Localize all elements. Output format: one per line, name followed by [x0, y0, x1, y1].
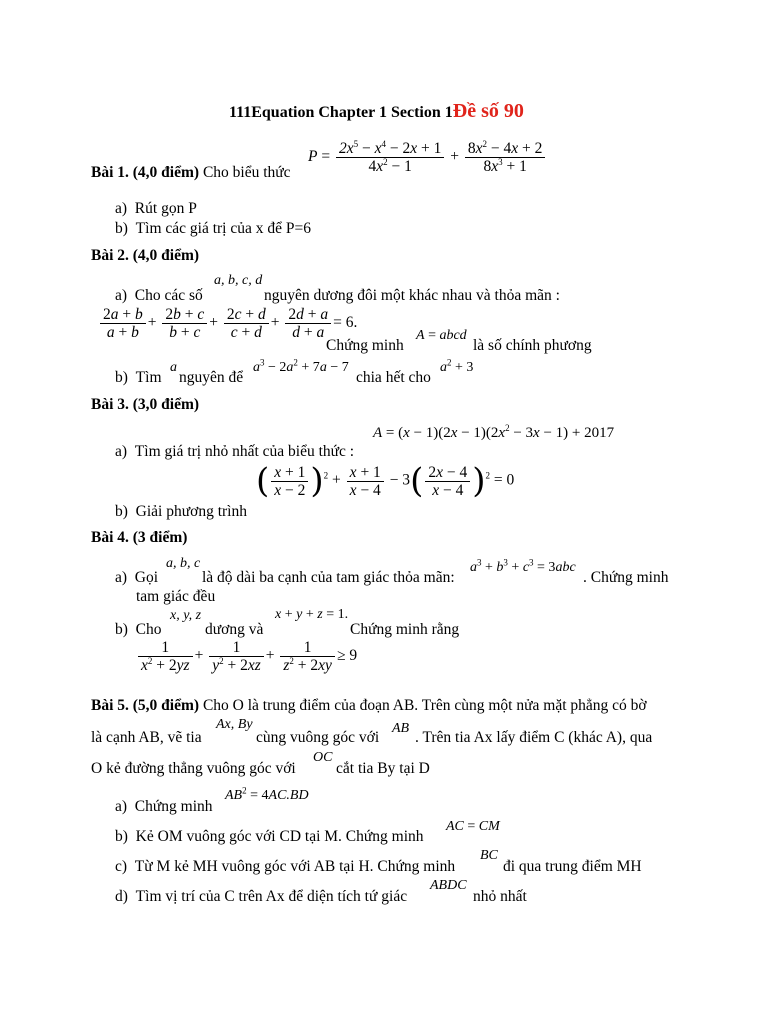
b5-line1-text: Cho O là trung điểm của đoạn AB. Trên cùng một nửa mặt phẳng có bờ — [202, 697, 647, 714]
b4-a — [115, 569, 158, 587]
b5-line3b: cắt tia By tại D — [336, 760, 430, 777]
b3-a — [115, 443, 354, 461]
title-highlight: Đề số 90 — [452, 100, 524, 122]
b4-a-text2: là độ dài ba cạnh của tam giác thỏa mãn: — [202, 569, 455, 586]
b5-b-marker: b) — [115, 828, 128, 845]
b5-a — [115, 798, 213, 816]
b2-a-text4: là số chính phương — [473, 337, 592, 354]
b5-line1 — [91, 697, 647, 715]
b5-line2-var1: Ax, By — [216, 717, 253, 732]
b1-a-marker: a) — [115, 200, 128, 217]
b5-c-text2: đi qua trung điểm MH — [503, 858, 642, 875]
b3-b-marker: b) — [115, 503, 128, 520]
b4-a-marker: a) — [115, 569, 128, 586]
b5-c-text1: Từ M kẻ MH vuông góc với AB tại H. Chứng minh — [134, 858, 456, 875]
b1-text: Cho biểu thức — [202, 164, 291, 181]
b5-heading: Bài 5. (5,0 điểm) — [91, 697, 200, 714]
b4-b-text2: dương và — [205, 621, 264, 638]
b5-d — [115, 888, 407, 906]
b4-b-text1: Cho — [135, 621, 162, 638]
b4-a-text3: . Chứng minh — [583, 569, 669, 586]
b2-b-marker: b) — [115, 369, 128, 386]
b5-c-marker: c) — [115, 858, 128, 875]
b1-a — [115, 200, 197, 218]
b3-heading: Bài 3. (3,0 điểm) — [91, 396, 200, 413]
b5-line2a: là cạnh AB, vẽ tia — [91, 729, 202, 746]
b2-heading: Bài 2. (4,0 điểm) — [91, 247, 200, 264]
b3-b — [115, 503, 247, 521]
b4-heading: Bài 4. (3 điểm) — [91, 529, 188, 546]
b3-a-marker: a) — [115, 443, 128, 460]
title-prefix: 111Equation Chapter 1 Section 1 — [229, 104, 453, 121]
b1-b-text: Tìm các giá trị của x để P=6 — [135, 220, 311, 237]
b4-formula-abc: $a^3 + b^3 + c^3 = 3abc$ — [470, 557, 576, 575]
b5-c — [115, 858, 455, 876]
b2-b-var: a — [170, 360, 177, 375]
b5-line3-var: OC — [313, 750, 333, 765]
b4-b-vars: x, y, z — [170, 608, 202, 623]
b3-b-text: Giải phương trình — [135, 503, 247, 520]
b5-formula-a: $AB^2 = 4AC.BD$ — [225, 785, 309, 803]
b5-line2b: cùng vuông góc với — [256, 729, 380, 746]
b2-b-text1: Tìm — [135, 369, 162, 386]
b4-b-marker: b) — [115, 621, 128, 638]
b5-a-text: Chứng minh — [134, 798, 213, 815]
b5-d-var: ABDC — [430, 878, 467, 893]
b1-formula: P = $\frac{2x^5 - x^4 - 2x + 1}{4x^2 - 1}$ + $\frac{8x^2 - 4x + 2}{8x^3 + 1}$ — [308, 140, 547, 175]
b2-a-marker: a) — [115, 287, 128, 304]
b2-a-text2: nguyên dương đôi một khác nhau và thỏa mãn : — [264, 287, 560, 304]
b1-line — [91, 164, 291, 182]
b2-formula-a: A = abcd — [416, 328, 467, 343]
b4-a-text4: tam giác đều — [136, 588, 216, 605]
b5-c-var: BC — [480, 848, 498, 863]
b2-a — [115, 287, 203, 305]
b4-formula-ineq: $\frac{1}{x^2 + 2yz}$ + $\frac{1}{y^2 + 2xz}$ + $\frac{1}{z^2 + 2xy}$ ≥ 9 — [136, 639, 357, 674]
b1-frac-1: $\frac{2x^5 - x^4 - 2x + 1}{4x^2 - 1}$ — [336, 140, 444, 175]
b5-d-text1: Tìm vị trí của C trên Ax để diện tích tứ giác — [135, 888, 408, 905]
b1-heading: Bài 1. (4,0 điểm) — [91, 164, 200, 181]
b3-formula-eq: ( $\frac{x + 1}{x - 2}$ )$^2$ + $\frac{x + 1}{x - 4}$ − 3( $\frac{2x - 4}{x - 4}$ )$^2$ = 0 — [256, 461, 515, 501]
b2-b-text3: chia hết cho — [356, 369, 431, 386]
b4-a-text1: Gọi — [134, 569, 159, 586]
b5-d-text2: nhỏ nhất — [473, 888, 527, 905]
b1-a-text: Rút gọn P — [134, 200, 197, 217]
b3-formula-a: $A = (x - 1)(2x - 1)(2x^2 - 3x - 1) + 2017$ — [373, 423, 615, 441]
b1-frac-2: $\frac{8x^2 - 4x + 2}{8x^3 + 1}$ — [465, 140, 546, 175]
b1-b-marker: b) — [115, 220, 128, 237]
b1-b — [115, 220, 311, 238]
b2-a-vars: a, b, c, d — [214, 273, 263, 288]
b5-b-text: Kẻ OM vuông góc với CD tại M. Chứng minh — [135, 828, 424, 845]
b5-d-marker: d) — [115, 888, 128, 905]
b5-a-marker: a) — [115, 798, 128, 815]
b5-line2c: . Trên tia Ax lấy điểm C (khác A), qua — [415, 729, 653, 746]
b2-b-text2: nguyên để — [179, 369, 244, 386]
b4-formula-sum: x + y + z = 1. — [275, 607, 349, 622]
b5-line3a: O kẻ đường thẳng vuông góc với — [91, 760, 296, 777]
b2-formula-divisor: $a^2 + 3$ — [440, 357, 474, 375]
b2-formula-sum: $\frac{2a + b}{a + b}$ + $\frac{2b + c}{b + c}$ + $\frac{2c + d}{c + d}$ + $\frac{2d + a}{d + a}$ = 6. — [98, 306, 357, 341]
b4-b-text3: Chứng minh rằng — [350, 621, 460, 638]
b2-a-text3: Chứng minh — [326, 337, 404, 354]
b5-formula-b: AC = CM — [446, 819, 500, 834]
b3-a-text: Tìm giá trị nhỏ nhất của biểu thức : — [134, 443, 355, 460]
b4-a-vars: a, b, c — [166, 556, 201, 571]
b5-line2-var2: AB — [392, 721, 410, 736]
b2-b — [115, 369, 162, 387]
page-title — [229, 100, 524, 123]
b4-b — [115, 621, 162, 639]
b5-b — [115, 828, 424, 846]
b2-a-text1: Cho các số — [134, 287, 203, 304]
b2-formula-poly: $a^3 - 2a^2 + 7a - 7$ — [253, 357, 349, 375]
